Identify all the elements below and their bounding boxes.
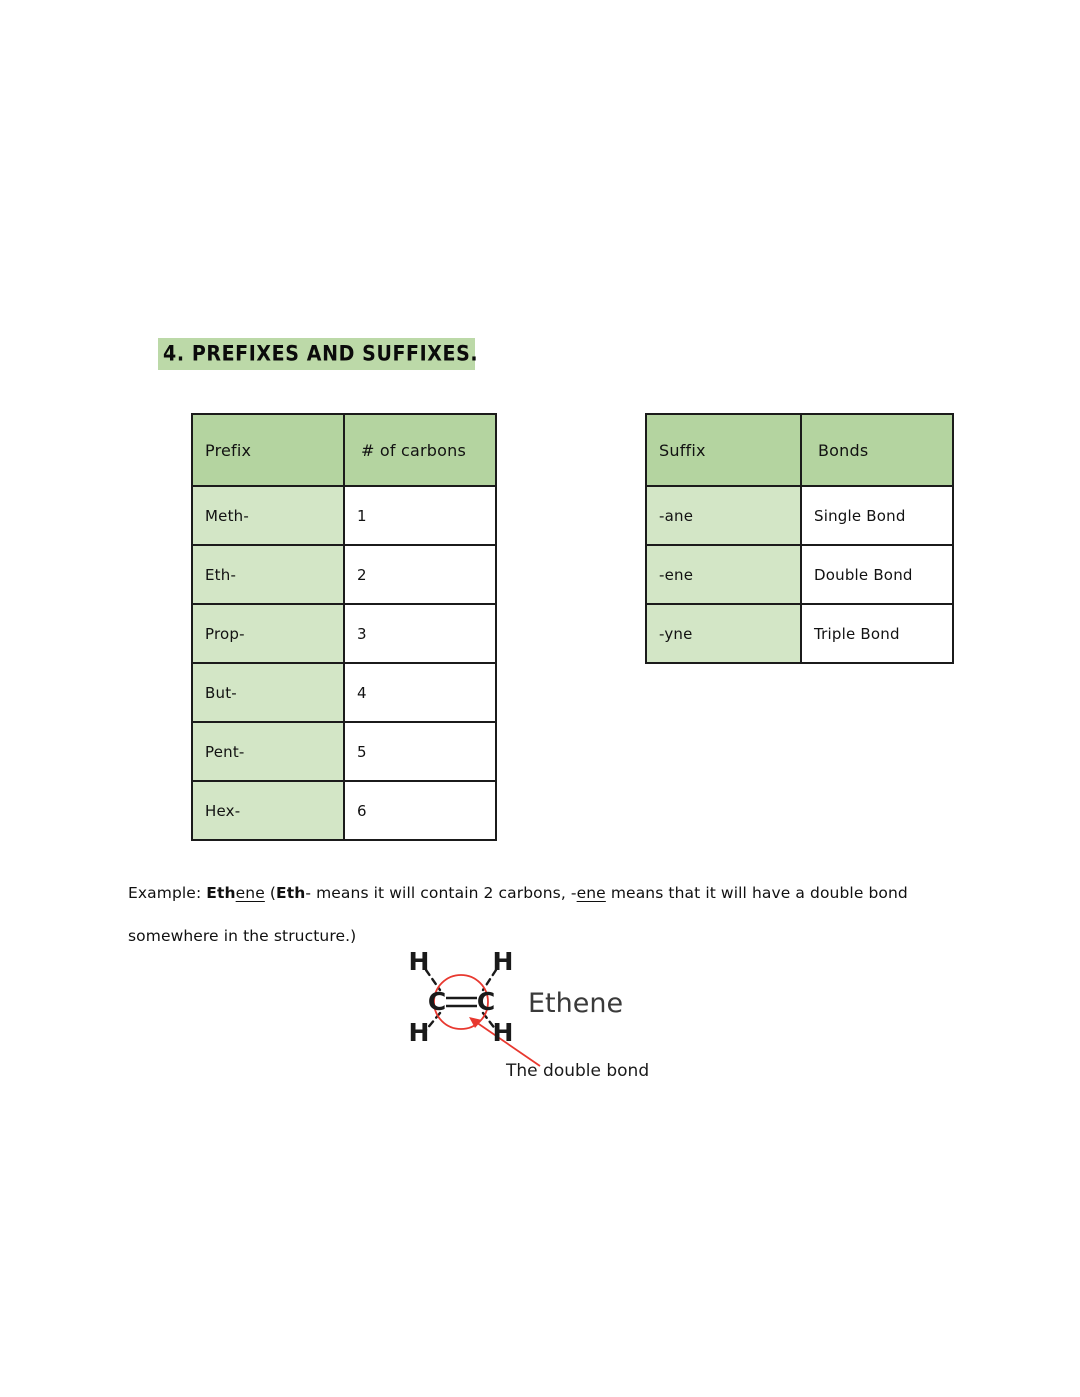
table-row [646,604,953,663]
example-prefix-bold: Eth [276,884,306,902]
carbons-cell: 2 [344,545,496,604]
carbons-cell: 1 [344,486,496,545]
carbons-cell: 5 [344,722,496,781]
suffix-column-header: Suffix [646,414,801,486]
example-suffix-underline: ene [576,884,606,902]
atom-carbon-right: C [476,987,496,1016]
prefix-cell: But- [192,663,344,722]
suffix-cell: -ene [646,545,801,604]
molecule-name-label: Ethene [528,988,624,1019]
prefix-cell: Eth- [192,545,344,604]
section-heading [158,338,479,370]
bond-cell: Double Bond [801,545,953,604]
suffix-cell: -yne [646,604,801,663]
prefix-cell: Prop- [192,604,344,663]
prefix-cell: Hex- [192,781,344,840]
prefix-column-header: Prefix [192,414,344,486]
double-bond-annotation-label: The double bond [506,1061,650,1081]
table-row [192,722,496,781]
page-title: 4. PREFIXES AND SUFFIXES. [163,341,479,367]
atom-hydrogen-top-left: H [408,948,430,976]
bond-cell: Triple Bond [801,604,953,663]
prefix-cell: Pent- [192,722,344,781]
atom-carbon-left: C [427,987,447,1016]
example-part-b: - means it will contain 2 carbons, [305,884,571,902]
carbons-column-header: # of carbons [344,414,496,486]
carbons-cell: 3 [344,604,496,663]
atom-hydrogen-bottom-right: H [492,1018,514,1047]
suffix-cell: -ane [646,486,801,545]
table-row [192,781,496,840]
ethene-structure-figure [395,948,665,1093]
table-row [192,545,496,604]
table-row [192,604,496,663]
carbons-cell: 6 [344,781,496,840]
atom-hydrogen-bottom-left: H [408,1018,430,1047]
prefix-table [191,413,497,841]
table-row [646,545,953,604]
table-row [646,486,953,545]
example-part-c: means that it will have a double bond somewhere in the structure.) [128,884,908,945]
suffix-table [645,413,954,664]
example-lead: Example: [128,884,207,902]
example-word-underline: ene [235,884,265,902]
example-paragraph [128,872,943,958]
bonds-column-header: Bonds [801,414,953,486]
table-header-row [646,414,953,486]
table-row [192,663,496,722]
example-word-bold: Eth [206,884,236,902]
atom-hydrogen-top-right: H [492,948,514,976]
bond-cell: Single Bond [801,486,953,545]
carbons-cell: 4 [344,663,496,722]
example-suffix-dash: - [570,884,577,902]
table-header-row [192,414,496,486]
table-row [192,486,496,545]
prefix-cell: Meth- [192,486,344,545]
example-part-a: ( [264,884,277,902]
